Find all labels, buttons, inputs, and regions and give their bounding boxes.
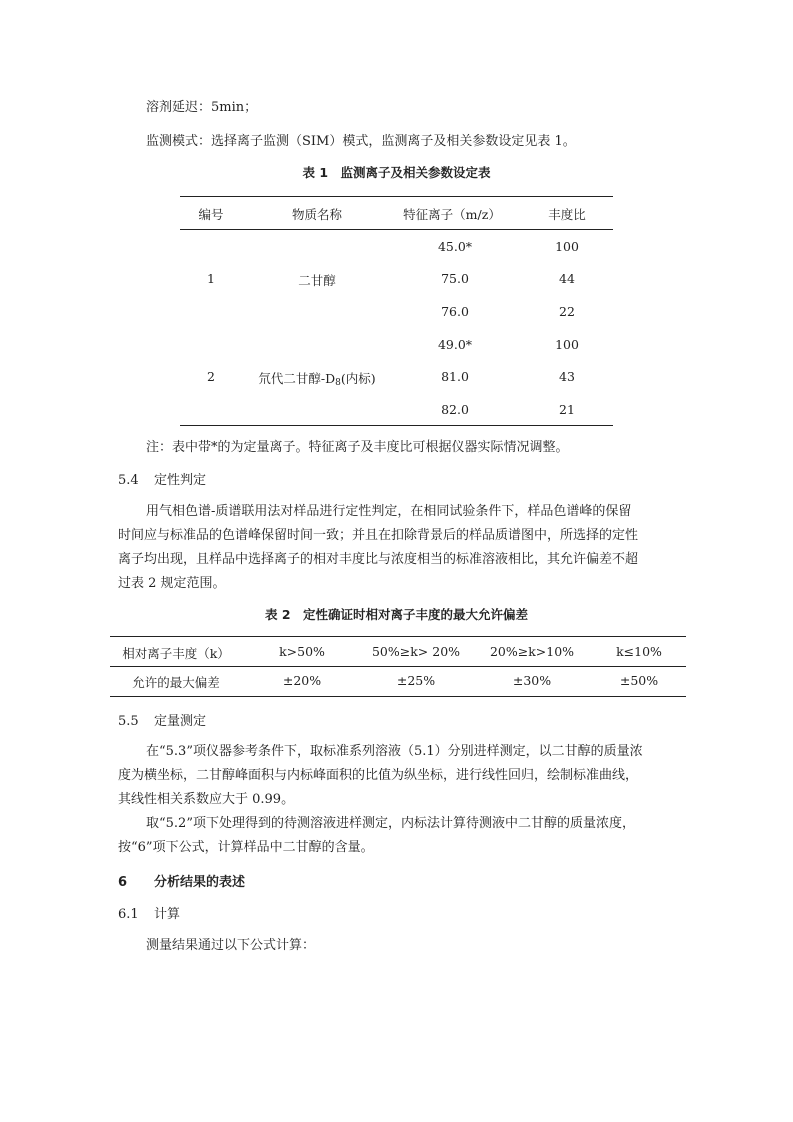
section-6-1-text: 测量结果通过以下公式计算：: [146, 938, 316, 953]
table2-cell: ±50%: [619, 673, 659, 688]
table1-row-ratio: 100: [555, 239, 579, 254]
table2-bottom-rule: [110, 696, 686, 697]
section-6-heading: [118, 871, 245, 890]
table1-row-ion: 75.0: [441, 271, 469, 286]
table2-cell: ±20%: [282, 673, 322, 688]
section-title: 分析结果的表述: [154, 875, 246, 890]
table1-row-ion: 82.0: [441, 402, 469, 417]
table2-caption: 表 2 定性确证时相对离子丰度的最大允许偏差: [264, 607, 529, 622]
table2-top-rule: [110, 636, 686, 637]
table2-cell: k≤10%: [616, 644, 662, 659]
paragraph-line: 取“5.2”项下处理得到的待测溶液进样测定，内标法计算待测液中二甘醇的质量浓度，: [146, 816, 635, 831]
table1-row-ion: 81.0: [441, 369, 469, 384]
paragraph-line: 离子均出现，且样品中选择离子的相对丰度比与浓度相当的标准溶液相比，其允许偏差不超: [118, 552, 639, 567]
table2-cell: ±25%: [396, 673, 436, 688]
table1-group2-name: [258, 369, 375, 388]
section-5-4-paragraph: [118, 500, 663, 596]
section-5-5-heading: [118, 710, 206, 729]
table1-group2-name-base: 氘代二甘醇-D: [258, 371, 336, 386]
monitor-mode-text: 监测模式：选择离子监测（SIM）模式，监测离子及相关参数设定见表 1。: [146, 134, 576, 149]
table1-row-ratio: 44: [559, 271, 575, 286]
table1-row-ratio: 21: [559, 402, 575, 417]
table1-header-rule: [180, 229, 613, 230]
table1-row-ion: 45.0*: [437, 239, 473, 254]
paragraph-line: 按“6”项下公式，计算样品中二甘醇的含量。: [118, 840, 374, 855]
section-5-5-paragraph-1: [118, 740, 663, 812]
table1-row-ratio: 100: [555, 337, 579, 352]
section-5-5-paragraph-2: [118, 812, 663, 860]
table1-row-ion: 76.0: [441, 304, 469, 319]
table1-header-id: 编号: [198, 207, 224, 222]
solvent-delay-text: 溶剂延迟：5min；: [146, 100, 258, 115]
paragraph-line: 用气相色谱-质谱联用法对样品进行定性判定，在相同试验条件下，样品色谱峰的保留: [146, 504, 632, 519]
section-title: 定量测定: [154, 714, 207, 729]
table1-caption: 表 1 监测离子及相关参数设定表: [302, 165, 491, 180]
table1-group1-name: 二甘醇: [298, 273, 336, 288]
section-title: 计算: [154, 907, 181, 922]
table1-header-ion: 特征离子（m/z）: [403, 207, 501, 222]
table2-cell: ±30%: [512, 673, 552, 688]
paragraph-line: 在“5.3”项仪器参考条件下，取标准系列溶液（5.1）分别进样测定，以二甘醇的质量浓: [146, 744, 643, 759]
table1-header-name: 物质名称: [291, 207, 343, 222]
table1-header-ratio: 丰度比: [548, 207, 586, 222]
table1-row-ion: 49.0*: [437, 337, 473, 352]
table1-group1-id: 1: [207, 271, 215, 286]
section-6-1-heading: [118, 903, 180, 922]
section-number: 5.5: [118, 714, 139, 729]
section-title: 定性判定: [154, 473, 207, 488]
table1-bottom-rule: [180, 425, 613, 426]
section-number: 6.1: [118, 907, 139, 922]
paragraph-line: 度为横坐标，二甘醇峰面积与内标峰面积的比值为纵坐标，进行线性回归，绘制标准曲线，: [118, 768, 639, 783]
table2-cell: 50%≥k> 20%: [371, 644, 461, 659]
table1-group2-name-tail: (内标): [340, 371, 376, 386]
table1-group2-id: 2: [207, 369, 215, 384]
section-5-4-heading: [118, 469, 206, 488]
table1-row-ratio: 43: [559, 369, 575, 384]
table1-top-rule: [180, 196, 613, 197]
table2-mid-rule: [110, 666, 686, 667]
section-number: 6: [118, 875, 128, 890]
table1-note: 注：表中带*的为定量离子。特征离子及丰度比可根据仪器实际情况调整。: [146, 440, 569, 455]
section-number: 5.4: [118, 473, 139, 488]
table1-group2-name-sub: 8: [335, 378, 341, 388]
paragraph-line: 过表 2 规定范围。: [118, 576, 226, 591]
table2-cell: 相对离子丰度（k）: [122, 646, 230, 661]
paragraph-line: 时间应与标准品的色谱峰保留时间一致；并且在扣除背景后的样品质谱图中，所选择的定性: [118, 528, 639, 543]
table2-cell: 允许的最大偏差: [132, 675, 220, 690]
table2-cell: 20%≥k>10%: [489, 644, 575, 659]
paragraph-line: 其线性相关系数应大于 0.99。: [118, 792, 295, 807]
table2-cell: k>50%: [279, 644, 325, 659]
table1-row-ratio: 22: [559, 304, 575, 319]
